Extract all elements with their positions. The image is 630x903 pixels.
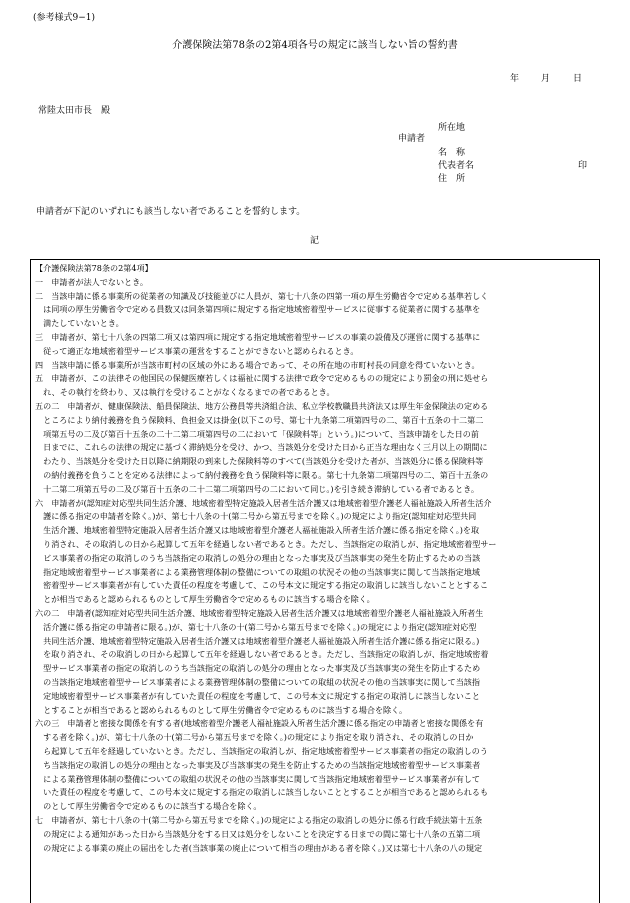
provision-line: いた責任の程度を考慮して、この号本文に規定する指定の取消しに該当しないこととすることが相当であると認められるも xyxy=(35,787,489,798)
provision-line: ところにより納付義務を負う保険料、負担金又は掛金(以下この号、第七十九条第二項第四号の二、第百十五条の十二第二 xyxy=(35,414,484,425)
provision-line: の規定による事業の廃止の届出をした者(当該事業の廃止について相当の理由がある者を除く。)又は第七十八条の八の規定 xyxy=(35,842,483,853)
provision-line: ち当該指定の取消しの処分の理由となった事実及び当該事実の発生を防止するための当該指定地域密着型サービス事業者 xyxy=(35,759,481,770)
provision-line: 三 申請者が、第七十八条の四第二項又は第四項に規定する指定地域密着型サービスの事業の設備及び運営に関する基準に xyxy=(35,332,481,342)
applicant-name-label: 名 称 xyxy=(438,148,466,158)
date-day: 日 xyxy=(573,74,583,84)
provision-line: 指定地域密着型サービス事業者による業務管理体制の整備についての取組の状況その他の当該事実に関して当該指定地域 xyxy=(35,566,480,577)
applicant-residence-label: 住 所 xyxy=(438,174,466,184)
provision-line: 六の三 申請者と密接な関係を有する者(地域密着型介護老人福祉施設入所者生活介護に係る指定の申請者と密接な関係を有 xyxy=(35,718,484,729)
provision-line: ビス事業者の指定の取消しのうち当該指定の取消しの処分の理由となった事実及び当該事実の発生を防止するための当該 xyxy=(35,552,481,563)
provision-line: 満たしていないとき。 xyxy=(35,318,124,329)
provision-line: 七 申請者が、第七十八条の十(第二号から第五号までを除く。)の規定による指定の取消しの処分に係る行政手続法第十五条 xyxy=(35,815,483,825)
provision-line: 一 申請者が法人でないとき。 xyxy=(35,276,148,287)
provision-line: 共同生活介護、地域密着型特定施設入居者生活介護又は地域密着型介護老人福祉施設入所者生活介護に係る指定に限る。) xyxy=(35,635,480,646)
provision-line: れ、その執行を終わり、又は執行を受けることがなくなるまでの者であるとき。 xyxy=(35,387,335,398)
provision-line: 十二第二項第五号の二及び第百十五条の二十二第二項第四号の二において同じ。)を引き続き滞納している者であるとき。 xyxy=(35,483,479,494)
provision-line: 型サービス事業者の指定の取消しのうち当該指定の取消しの処分の理由となった事実及び当該事実の発生を防止するため xyxy=(35,663,481,674)
provision-line: 生活介護、地域密着型特定施設入居者生活介護又は地域密着型介護老人福祉施設入所者生活介護に係る指定を除く。)を取 xyxy=(35,525,480,536)
provision-line: 活介護に係る指定の申請者に限る。)が、第七十八条の十(第二号から第五号までを除く。)の規定により指定(認知症対応型 xyxy=(35,621,477,632)
ki-heading: 記 xyxy=(310,236,320,246)
applicant-representative-label: 代表者名 xyxy=(438,161,475,171)
provision-line: を取り消され、その取消しの日から起算して五年を経過しない者であるとき。ただし、当該指定の取消しが、指定地域密着 xyxy=(35,649,489,660)
provision-line: 六の二 申請者(認知症対応型共同生活介護、地域密着型特定施設入居者生活介護又は地域密着型介護老人福祉施設入所者生 xyxy=(35,608,484,618)
provision-line: 五 申請者が、この法律その他国民の保健医療若しくは福祉に関する法律で政令で定めるものの規定により罰金の刑に処せら xyxy=(35,373,489,384)
provision-line: の規定による通知があった日から当該処分をする日又は処分をしないことを決定する日までの間に第七十八条の五第二項 xyxy=(35,828,481,839)
provision-line: は同項の厚生労働省令で定める員数又は同条第四項に規定する指定地域密着型サービスに従事する従業者に関する基準を xyxy=(35,304,481,315)
provision-line: 定地域密着型サービス事業者が有していた責任の程度を考慮して、この号本文に規定する指定の取消しに該当しないこと xyxy=(35,690,480,701)
provision-line: の当該指定地域密着型サービス事業者による業務管理体制の整備についての取組の状況その他の当該事実に関して当該指 xyxy=(35,677,480,687)
provision-line: とすることが相当であると認められるものとして厚生労働省令で定めるものに該当する場合を除く。 xyxy=(35,704,408,715)
date-month: 月 xyxy=(541,74,551,84)
provision-line: 密着型サービス事業者が有していた責任の程度を考慮して、この号本文に規定する指定の取消しに該当しないこととするこ xyxy=(35,580,489,591)
provision-line: の納付義務を負うことを定める法律によって納付義務を負う保険料等に限る。第七十九条第二項第四号の二、第百十五条の xyxy=(35,470,489,480)
provision-line: 六 申請者が(認知症対応型共同生活介護、地域密着型特定施設入居者生活介護又は地域密着型介護老人福祉施設入所者生活介 xyxy=(35,497,492,508)
provision-line: り消され、その取消しの日から起算して五年を経過しない者であるとき。ただし、当該指定の取消しが、指定地域密着型サー xyxy=(35,539,497,549)
provision-line: 日までに、これらの法律の規定に基づく滞納処分を受け、かつ、当該処分を受けた日から正当な理由なく三月以上の期間に xyxy=(35,442,488,453)
provision-line: ら起算して五年を経過していないとき。ただし、当該指定の取消しが、指定地域密着型サービス事業者の指定の取消しのう xyxy=(35,746,488,756)
provision-line: する者を除く。)が、第七十八条の十(第二号から第五号までを除く。)の規定により指定を取り消され、その取消しの日か xyxy=(35,732,474,743)
provision-line: 四 当該申請に係る事業所が当該市町村の区域の外にある場合であって、その所在地の市町村長の同意を得ていないとき。 xyxy=(35,359,480,370)
provision-line: のとして厚生労働省令で定めるものに該当する場合を除く。 xyxy=(35,801,262,812)
provision-line: 従って適正な地域密着型サービス事業の運営をすることができないと認められるとき。 xyxy=(35,345,359,356)
provision-line: 護に係る指定の申請者を除く。)が、第七十八条の十(第二号から第五号までを除く。)の規定により指定(認知症対応型共同 xyxy=(35,511,477,522)
addressee: 常陸太田市長 殿 xyxy=(38,106,111,116)
provision-line: わたり、当該処分を受けた日以降に納期限の到来した保険料等のすべて(当該処分を受けた者が、当該処分に係る保険料等 xyxy=(35,456,484,467)
provision-line: による業務管理体制の整備についての取組の状況その他の当該事実に関して当該指定地域密着型サービス事業者が有して xyxy=(35,773,480,784)
pledge-statement: 申請者が下記のいずれにも該当しない者であることを誓約します。 xyxy=(36,207,306,217)
provision-line: 二 当該申請に係る事業所の従業者の知識及び技能並びに人員が、第七十八条の四第一項の厚生労働省令で定める基準若しく xyxy=(35,290,489,301)
provision-line: 【介護保険法第78条の2第4項】 xyxy=(35,263,153,273)
document-title: 介護保険法第78条の2第4項各号の規定に該当しない旨の誓約書 xyxy=(172,40,458,51)
provision-line: 五の二 申請者が、健康保険法、船員保険法、地方公務員等共済組合法、私立学校教職員共済法又は厚生年金保険法の定める xyxy=(35,401,489,411)
applicant-label: 申請者 xyxy=(398,134,426,144)
form-reference: (参考様式9−1) xyxy=(33,13,96,23)
applicant-address-label: 所在地 xyxy=(438,123,466,133)
provision-line: とが相当であると認められるものとして厚生労働省令で定めるものに該当する場合を除く。 xyxy=(35,594,375,605)
provision-line: 項第五号の二及び第百十五条の二十二第二項第四号の二において「保険料等」という。)について、当該申請をした日の前 xyxy=(35,428,479,439)
date-year: 年 xyxy=(510,74,520,84)
seal-mark: 印 xyxy=(578,161,588,171)
